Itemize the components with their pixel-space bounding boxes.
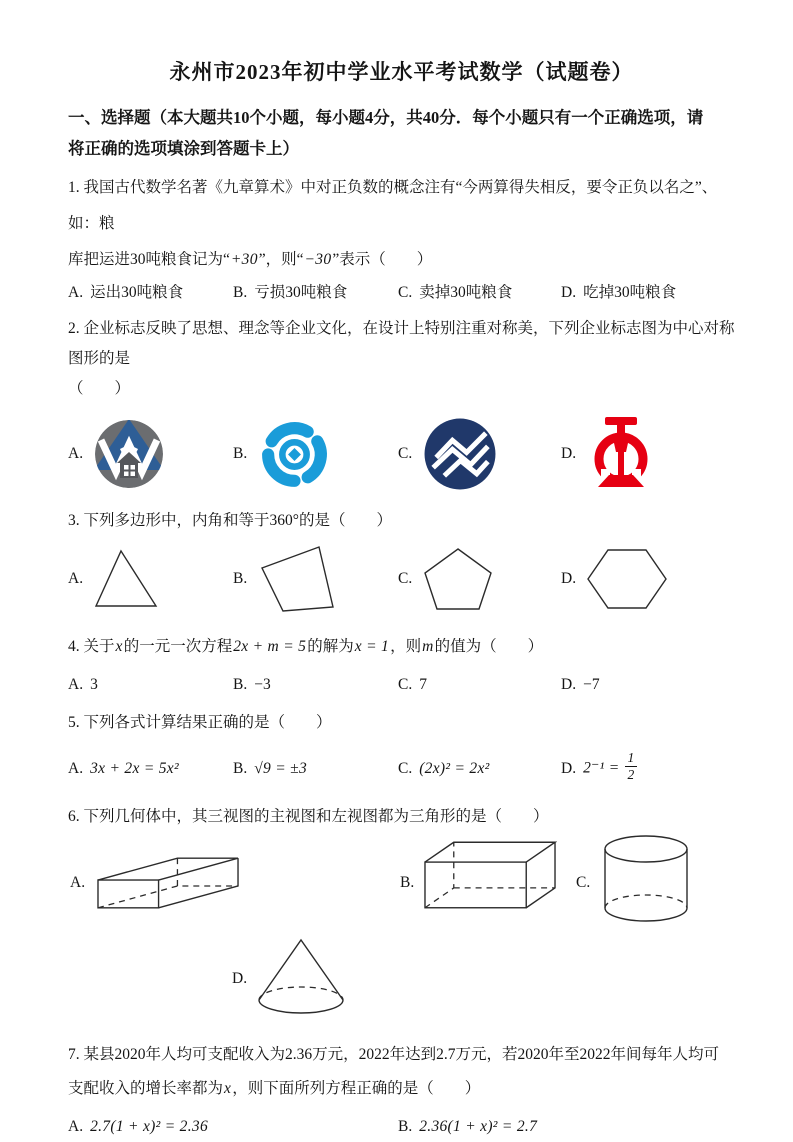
question-6-figure-d: [68, 936, 735, 1026]
option-b-label: B.: [400, 874, 415, 891]
option-b: B. 2.36(1 + x)² = 2.7: [398, 1118, 538, 1135]
fraction: $\frac{1}{2}$: [625, 750, 638, 782]
option-d: D.: [561, 416, 735, 492]
hexagon-figure: [586, 548, 668, 610]
quadrilateral-figure: [257, 544, 337, 614]
question-1: [68, 170, 735, 308]
china-mobile-logo-icon: [422, 416, 498, 492]
question-4-options: [68, 670, 735, 700]
option-b: B. √9 = ±3: [233, 760, 308, 777]
question-2-line2: （ ）: [68, 380, 131, 397]
option-c-label: C.: [576, 874, 591, 891]
question-4-text: 4. 关于x的一元一次方程2x + m = 5的解为x = 1，则m的值为（ ）: [68, 638, 544, 655]
option-d: D. 吃掉30吨粮食: [561, 284, 677, 301]
question-2: [68, 314, 735, 502]
section-heading-line1: 一、选择题（本大题共10个小题，每小题4分，共40分．每个小题只有一个正确选项，请: [68, 108, 704, 127]
cone-figure: [257, 938, 345, 1016]
option-c: C. (2x)² = 2x²: [398, 760, 490, 777]
question-1-line2: 库把运进30吨粮食记为“+30”，则“−30”表示（ ）: [68, 251, 433, 268]
option-d: D. −7: [561, 676, 600, 693]
option-a: A.: [68, 418, 233, 490]
question-7: [68, 1038, 735, 1142]
option-c: C. 卖掉30吨粮食: [398, 284, 513, 301]
rectangular-prism-figure: [97, 856, 241, 911]
page-title: 永州市2023年初中学业水平考试数学（试题卷）: [169, 60, 634, 84]
question-3-text: 3. 下列多边形中，内角和等于360°的是（ ）: [68, 512, 392, 529]
option-b: B. −3: [233, 676, 271, 693]
pinwheel-logo-icon: [257, 416, 333, 492]
section-heading-line2: 将正确的选项填涂到答题卡上）: [68, 139, 299, 158]
question-5-options: [68, 742, 735, 796]
question-2-line1: 2. 企业标志反映了思想、理念等企业文化，在设计上特别注重对称美，下列企业标志图为中心对称图形的是: [68, 320, 735, 367]
option-a: A. 3: [68, 676, 98, 693]
question-7-line2: 支配收入的增长率都为x，则下面所列方程正确的是（ ）: [68, 1080, 481, 1097]
question-5-text: 5. 下列各式计算结果正确的是（ ）: [68, 714, 332, 731]
option-c: C.: [398, 546, 561, 612]
china-railway-logo-icon: [586, 416, 656, 492]
option-c: C.: [398, 416, 561, 492]
question-3-options: [68, 538, 735, 620]
option-c: C. 7: [398, 676, 427, 693]
option-b: B.: [233, 544, 398, 614]
option-a: A. 运出30吨粮食: [68, 284, 184, 301]
option-b: B.: [233, 416, 398, 492]
question-6: [68, 804, 735, 1026]
question-6-text: 6. 下列几何体中，其三视图的主视图和左视图都为三角形的是（ ）: [68, 808, 549, 825]
option-a: A. 2.7(1 + x)² = 2.36: [68, 1118, 208, 1135]
option-a: A.: [68, 548, 233, 610]
question-5: [68, 710, 735, 796]
question-3: [68, 508, 735, 620]
question-1-line1: 1. 我国古代数学名著《九章算术》中对正负数的概念注有“今两算得失相反，要令正负以名之”、如：粮: [68, 179, 718, 232]
question-6-figures: [68, 834, 735, 936]
question-1-options: [68, 278, 735, 308]
option-a-label: A.: [70, 874, 86, 891]
section-heading: [68, 102, 735, 164]
option-d: D. 2⁻¹ = $\frac{1}{2}$: [561, 753, 735, 785]
pentagon-figure: [422, 546, 494, 612]
cuboid-figure: [423, 840, 557, 910]
question-7-line1: 7. 某县2020年人均可支配收入为2.36万元，2022年达到2.7万元，若2020年至2022年间每年人均可: [68, 1046, 720, 1063]
question-2-options: [68, 406, 735, 502]
option-a: A. 3x + 2x = 5x²: [68, 760, 179, 777]
cylinder-figure: [603, 834, 689, 924]
triangle-figure: [93, 548, 161, 610]
question-4: [68, 634, 735, 700]
question-7-options: [68, 1112, 735, 1142]
option-d-label: D.: [232, 970, 248, 987]
option-b: B. 亏损30吨粮食: [233, 284, 348, 301]
w-house-logo-icon: [93, 418, 165, 490]
option-d: D.: [561, 548, 735, 610]
